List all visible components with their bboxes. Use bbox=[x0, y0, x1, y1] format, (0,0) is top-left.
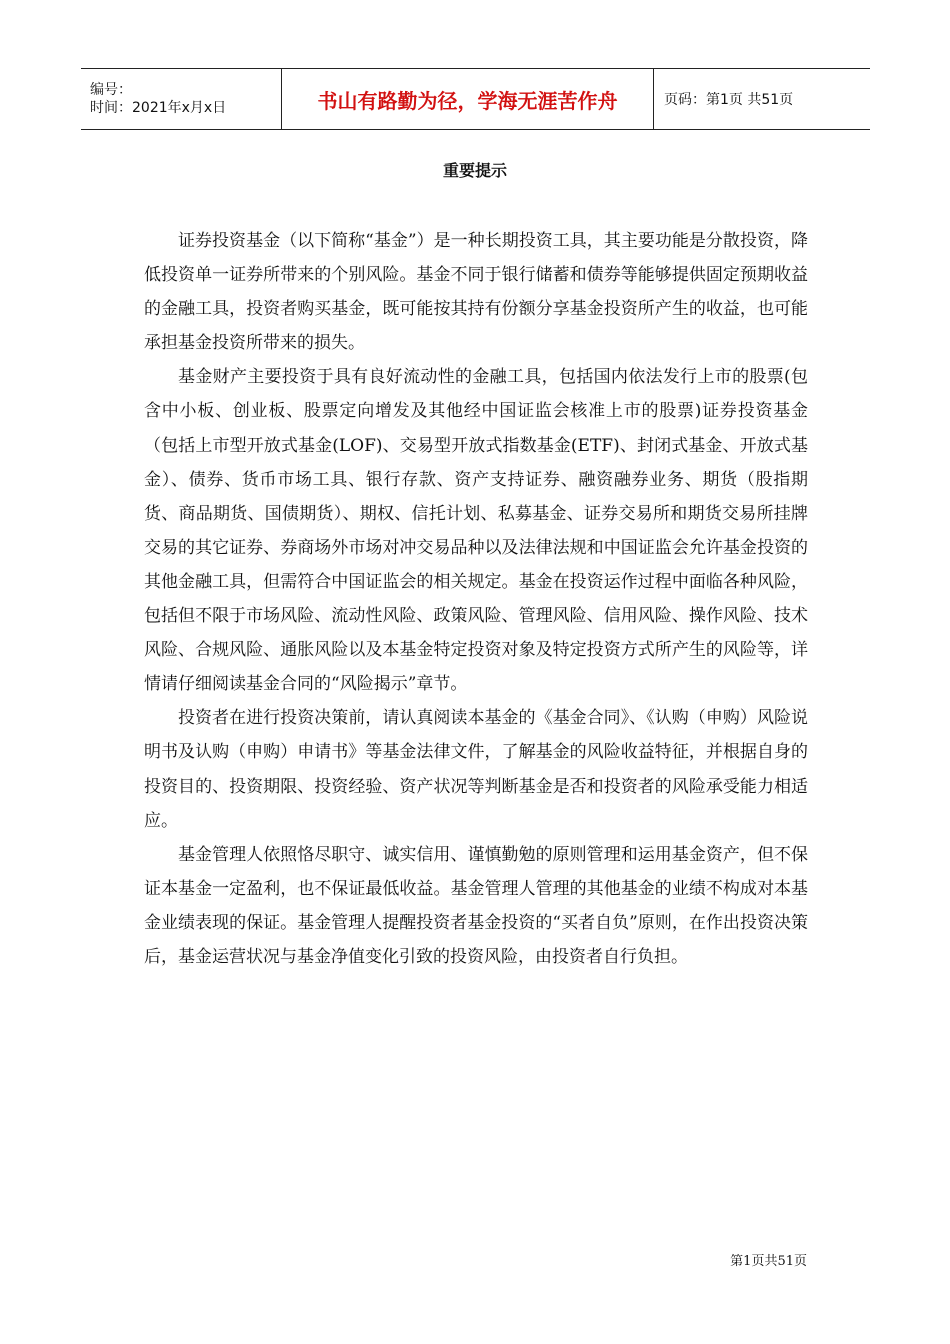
body-paragraph: 投资者在进行投资决策前，请认真阅读本基金的《基金合同》、《认购（申购）风险说明书及认购（申购）申请书》等基金法律文件，了解基金的风险收益特征，并根据自身的投资目的、投资期限、投资经验、资产状况等判断基金是否和投资者的风险承受能力相适应。 bbox=[144, 708, 808, 831]
page-header bbox=[81, 68, 870, 130]
document-body bbox=[144, 224, 808, 974]
document-number-label: 编号： bbox=[90, 82, 132, 98]
header-motto: 书山有路勤为径，学海无涯苦作舟 bbox=[281, 69, 654, 129]
page-title: 重要提示 bbox=[442, 161, 507, 180]
body-paragraph: 基金管理人依照恪尽职守、诚实信用、谨慎勤勉的原则管理和运用基金资产，但不保证本基金一定盈利，也不保证最低收益。基金管理人管理的其他基金的业绩不构成对本基金业绩表现的保证。基金管理人提醒投资者基金投资的“买者自负”原则，在作出投资决策后，基金运营状况与基金净值变化引致的投资风险，由投资者自行负担。 bbox=[144, 844, 808, 967]
document-time-label: 时间：2021年x月x日 bbox=[90, 100, 227, 116]
page-footer: 第1页共51页 bbox=[730, 1254, 807, 1269]
body-paragraph: 证券投资基金（以下简称“基金”）是一种长期投资工具，其主要功能是分散投资，降低投资单一证券所带来的个别风险。基金不同于银行储蓄和债券等能够提供固定预期收益的金融工具，投资者购买基金，既可能按其持有份额分享基金投资所产生的收益，也可能承担基金投资所带来的损失。 bbox=[144, 231, 808, 354]
header-page-info: 页码：第1页 共51页 bbox=[664, 92, 794, 108]
body-paragraph: 基金财产主要投资于具有良好流动性的金融工具，包括国内依法发行上市的股票(包含中小板、创业板、股票定向增发及其他经中国证监会核准上市的股票)证券投资基金（包括上市型开放式基金(LOF)、交易型开放式指数基金(ETF)、封闭式基金、开放式基金）、债券、货币市场工具、银行存款、资产支持证券、融资融券业务、期货（股指期货、商品期货、国债期货）、期权、信托计划、私募基金、证券交易所和期货交易所挂牌交易的其它证券、券商场外市场对冲交易品种以及法律法规和中国证监会允许基金投资的其他金融工具，但需符合中国证监会的相关规定。基金在投资运作过程中面临各种风险，包括但不限于市场风险、流动性风险、政策风险、管理风险、信用风险、操作风险、技术风险、合规风险、通胀风险以及本基金特定投资对象及特定投资方式所产生的风险等，详情请仔细阅读基金合同的“风险揭示”章节。 bbox=[144, 367, 808, 695]
header-meta bbox=[81, 69, 281, 129]
